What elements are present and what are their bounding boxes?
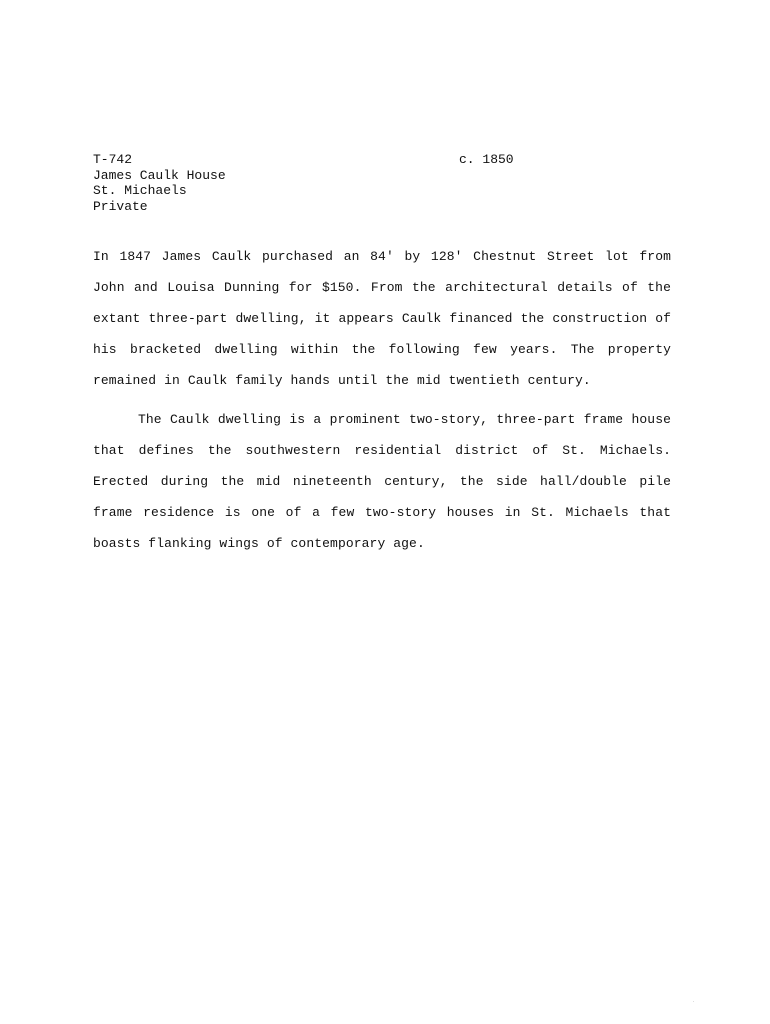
- paragraph-history: In 1847 James Caulk purchased an 84' by 128' Chestnut Street lot from John and Louisa Dunning for $150. From the architectural details of the extant three-part dwelling, it appears Caulk financed the construction of his bracketed dwelling within the following few years. The property remained in Caulk family hands until the mid twentieth century.: [93, 249, 671, 388]
- document-body: [93, 241, 671, 559]
- property-location: St. Michaels: [93, 183, 187, 198]
- property-ownership: Private: [93, 198, 148, 214]
- construction-date: c. 1850: [459, 152, 514, 167]
- property-name: James Caulk House: [93, 167, 226, 183]
- scan-speck: [693, 1001, 694, 1002]
- paragraph-description: The Caulk dwelling is a prominent two-story, three-part frame house that defines the southwestern residential district of St. Michaels. Erected during the mid nineteenth century, the side hall/double pile frame residence is one of a few two-story houses in St. Michaels that boasts flanking wings of contemporary age.: [93, 412, 671, 551]
- inventory-header: [93, 152, 693, 214]
- inventory-number: T-742: [93, 152, 133, 167]
